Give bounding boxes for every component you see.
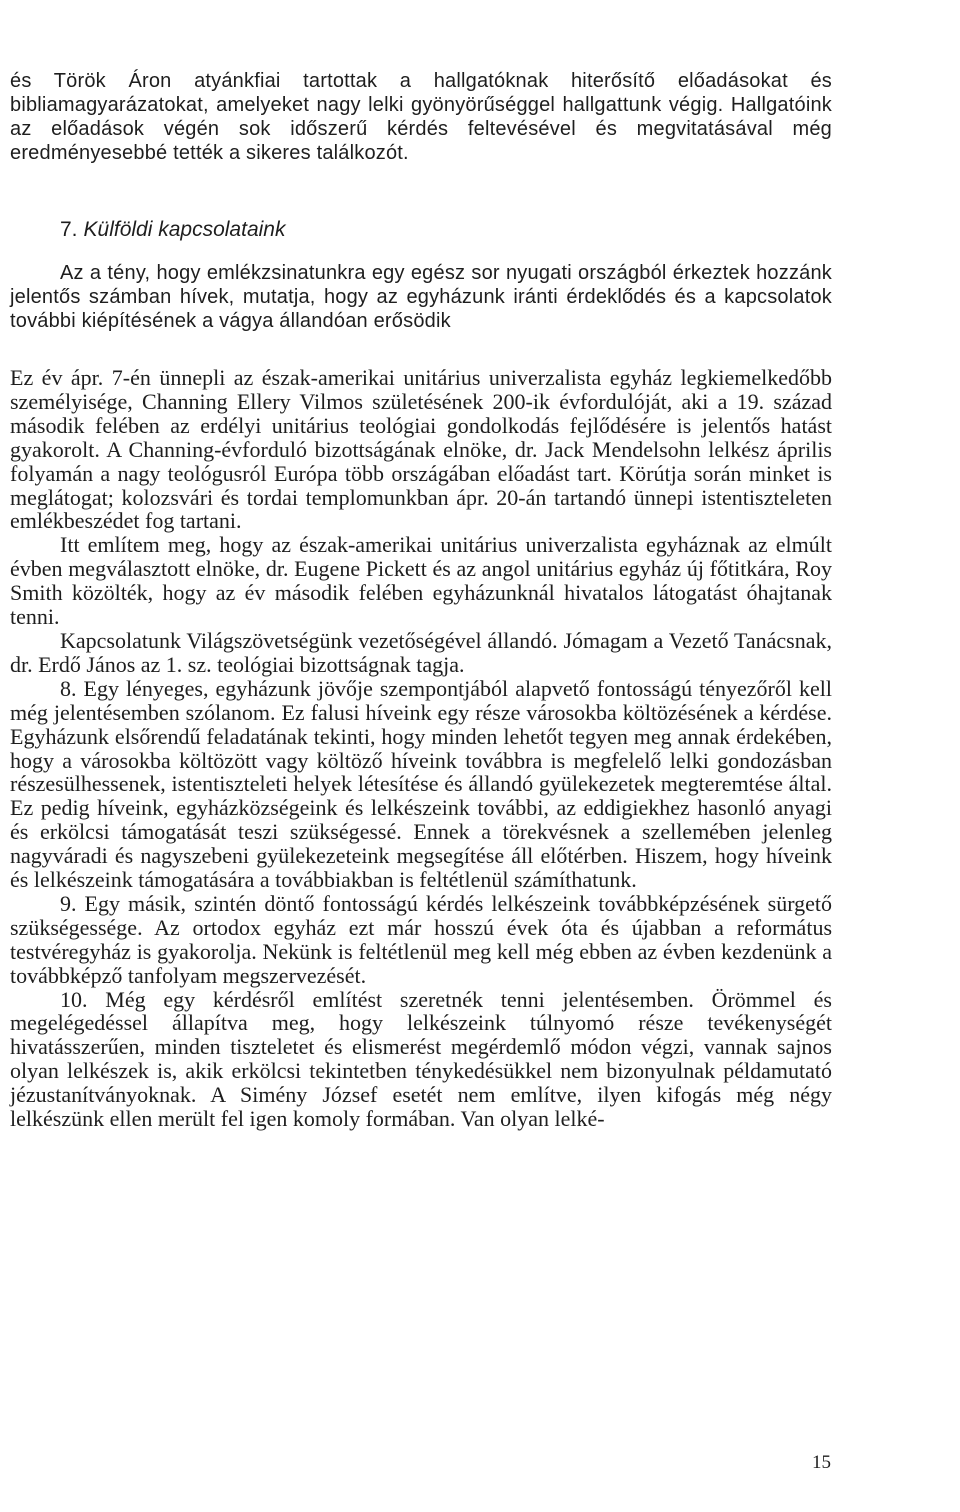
section-10-paragraph: 10. Még egy kérdésről említést szeretnék tenni jelentésemben. Örömmel és megelégedéssel állapítva meg, hogy lelkészeink túlnyomó része tevékenységét hivatásszerűen, minden tiszteletet és elismerést megérdemlő módon végzi, vannak sajnos olyan lelkészek is, akik erkölcsi tekintetben ténykedésükkel nem bizonyulnak példamutató jézustanítványoknak. A Simény József esetét nem említve, ilyen kifogás még négy lelkészünk ellen merült fel igen komoly formában. Van olyan lelké- (10, 986, 832, 1132)
section-7-number: 7. (60, 218, 78, 241)
section-7-heading (60, 217, 285, 243)
section-7-first-text-block (10, 262, 832, 334)
intro-paragraph: és Török Áron atyánkfiai tartottak a hallgatóknak hiterősítő előadásokat és bibliamagyarázatokat, amelyeket nagy lelki gyönyörűséggel hallgattunk végig. Hallgatóink az előadások végén sok időszerű kérdés feltevésével és megvitatásával még eredményesebbé tették a sikeres találkozót. (10, 70, 832, 164)
section-7-paragraph-1: Az a tény, hogy emlékzsinatunkra egy egész sor nyugati országból érkeztek hozzánk jelentős számban hívek, mutatja, hogy az egyházunk iránti érdeklődés és a kapcsolatok további kiépítésének a vágya állandóan erősödik (10, 262, 832, 332)
section-9-paragraph: 9. Egy másik, szintén döntő fontosságú kérdés lelkészeink továbbképzésének sürgető szükségessége. Az ortodox egyház ezt már hosszú évek óta és újabban a református testvéregyház is gyakorolja. Nekünk is feltétlenül meg kell még ebben az évben kezdenünk a továbbképző tanfolyam megszervezését. (10, 890, 832, 988)
section-7-title: Külföldi kapcsolataink (83, 218, 286, 241)
page-number: 15 (812, 1452, 831, 1473)
intro-text-block (10, 70, 832, 166)
section-7-paragraph-4: Kapcsolatunk Világszövetségünk vezetőségével állandó. Jómagam a Vezető Tanácsnak, dr. Erdő János az 1. sz. teológiai bizottságnak tagja. (10, 627, 832, 677)
section-7-paragraph-3: Itt említem meg, hogy az észak-amerikai unitárius univerzalista egyháznak az elmúlt évben megválasztott elnöke, dr. Eugene Pickett és az angol unitárius egyház új főtitkára, Roy Smith közölték, hogy az év második felében egyházunknál hivatalos látogatást óhajtanak tenni. (10, 532, 832, 630)
section-7-paragraph-2: Ez év ápr. 7-én ünnepli az észak-amerikai unitárius univerzalista egyház legkiemelkedőbb személyisége, Channing Ellery Vilmos születésének 200-ik évfordulóját, aki a 19. század második felében az erdélyi unitárius teológiai gondolkodás fejlődésére is jelentős hatást gyakorolt. A Channing-évforduló bizottságának elnöke, dr. Jack Mendelsohn lelkész április folyamán a nagy teológusról Európa több országában előadást tart. Körútja során minket is meglátogat; kolozsvári és tordai templomunkban ápr. 20-án tartandó ünnepi istentiszteleten emlékbeszédet fog tartani. (10, 365, 832, 534)
section-8-paragraph: 8. Egy lényeges, egyházunk jövője szempontjából alapvető fontosságú tényezőről kell még jelentésemben szólanom. Ez falusi híveink egy része városokba költözésének a kérdése. Egyházunk elsőrendű feladatának tekinti, hogy minden lehetőt tegyen meg annak érdekében, hogy a városokba költözött vagy költöző híveink továbbra is megfelelő lelki gondozásban részesülhessenek, istentiszteleti helyek létesítése és állandó gyülekezetek megteremtése által. Ez pedig híveink, egyházközségeink és lelkészeink további, az eddigiekhez hasonló anyagi és erkölcsi támogatását teszi szükségessé. Ennek a törekvésnek a szellemében jelenleg nagyváradi és nagyszebeni gyülekezeteink megsegítése áll előtérben. Hiszem, hogy híveink és lelkészeink támogatására a továbbiakban is feltétlenül számíthatunk. (10, 675, 832, 893)
main-text-block (10, 366, 832, 1131)
